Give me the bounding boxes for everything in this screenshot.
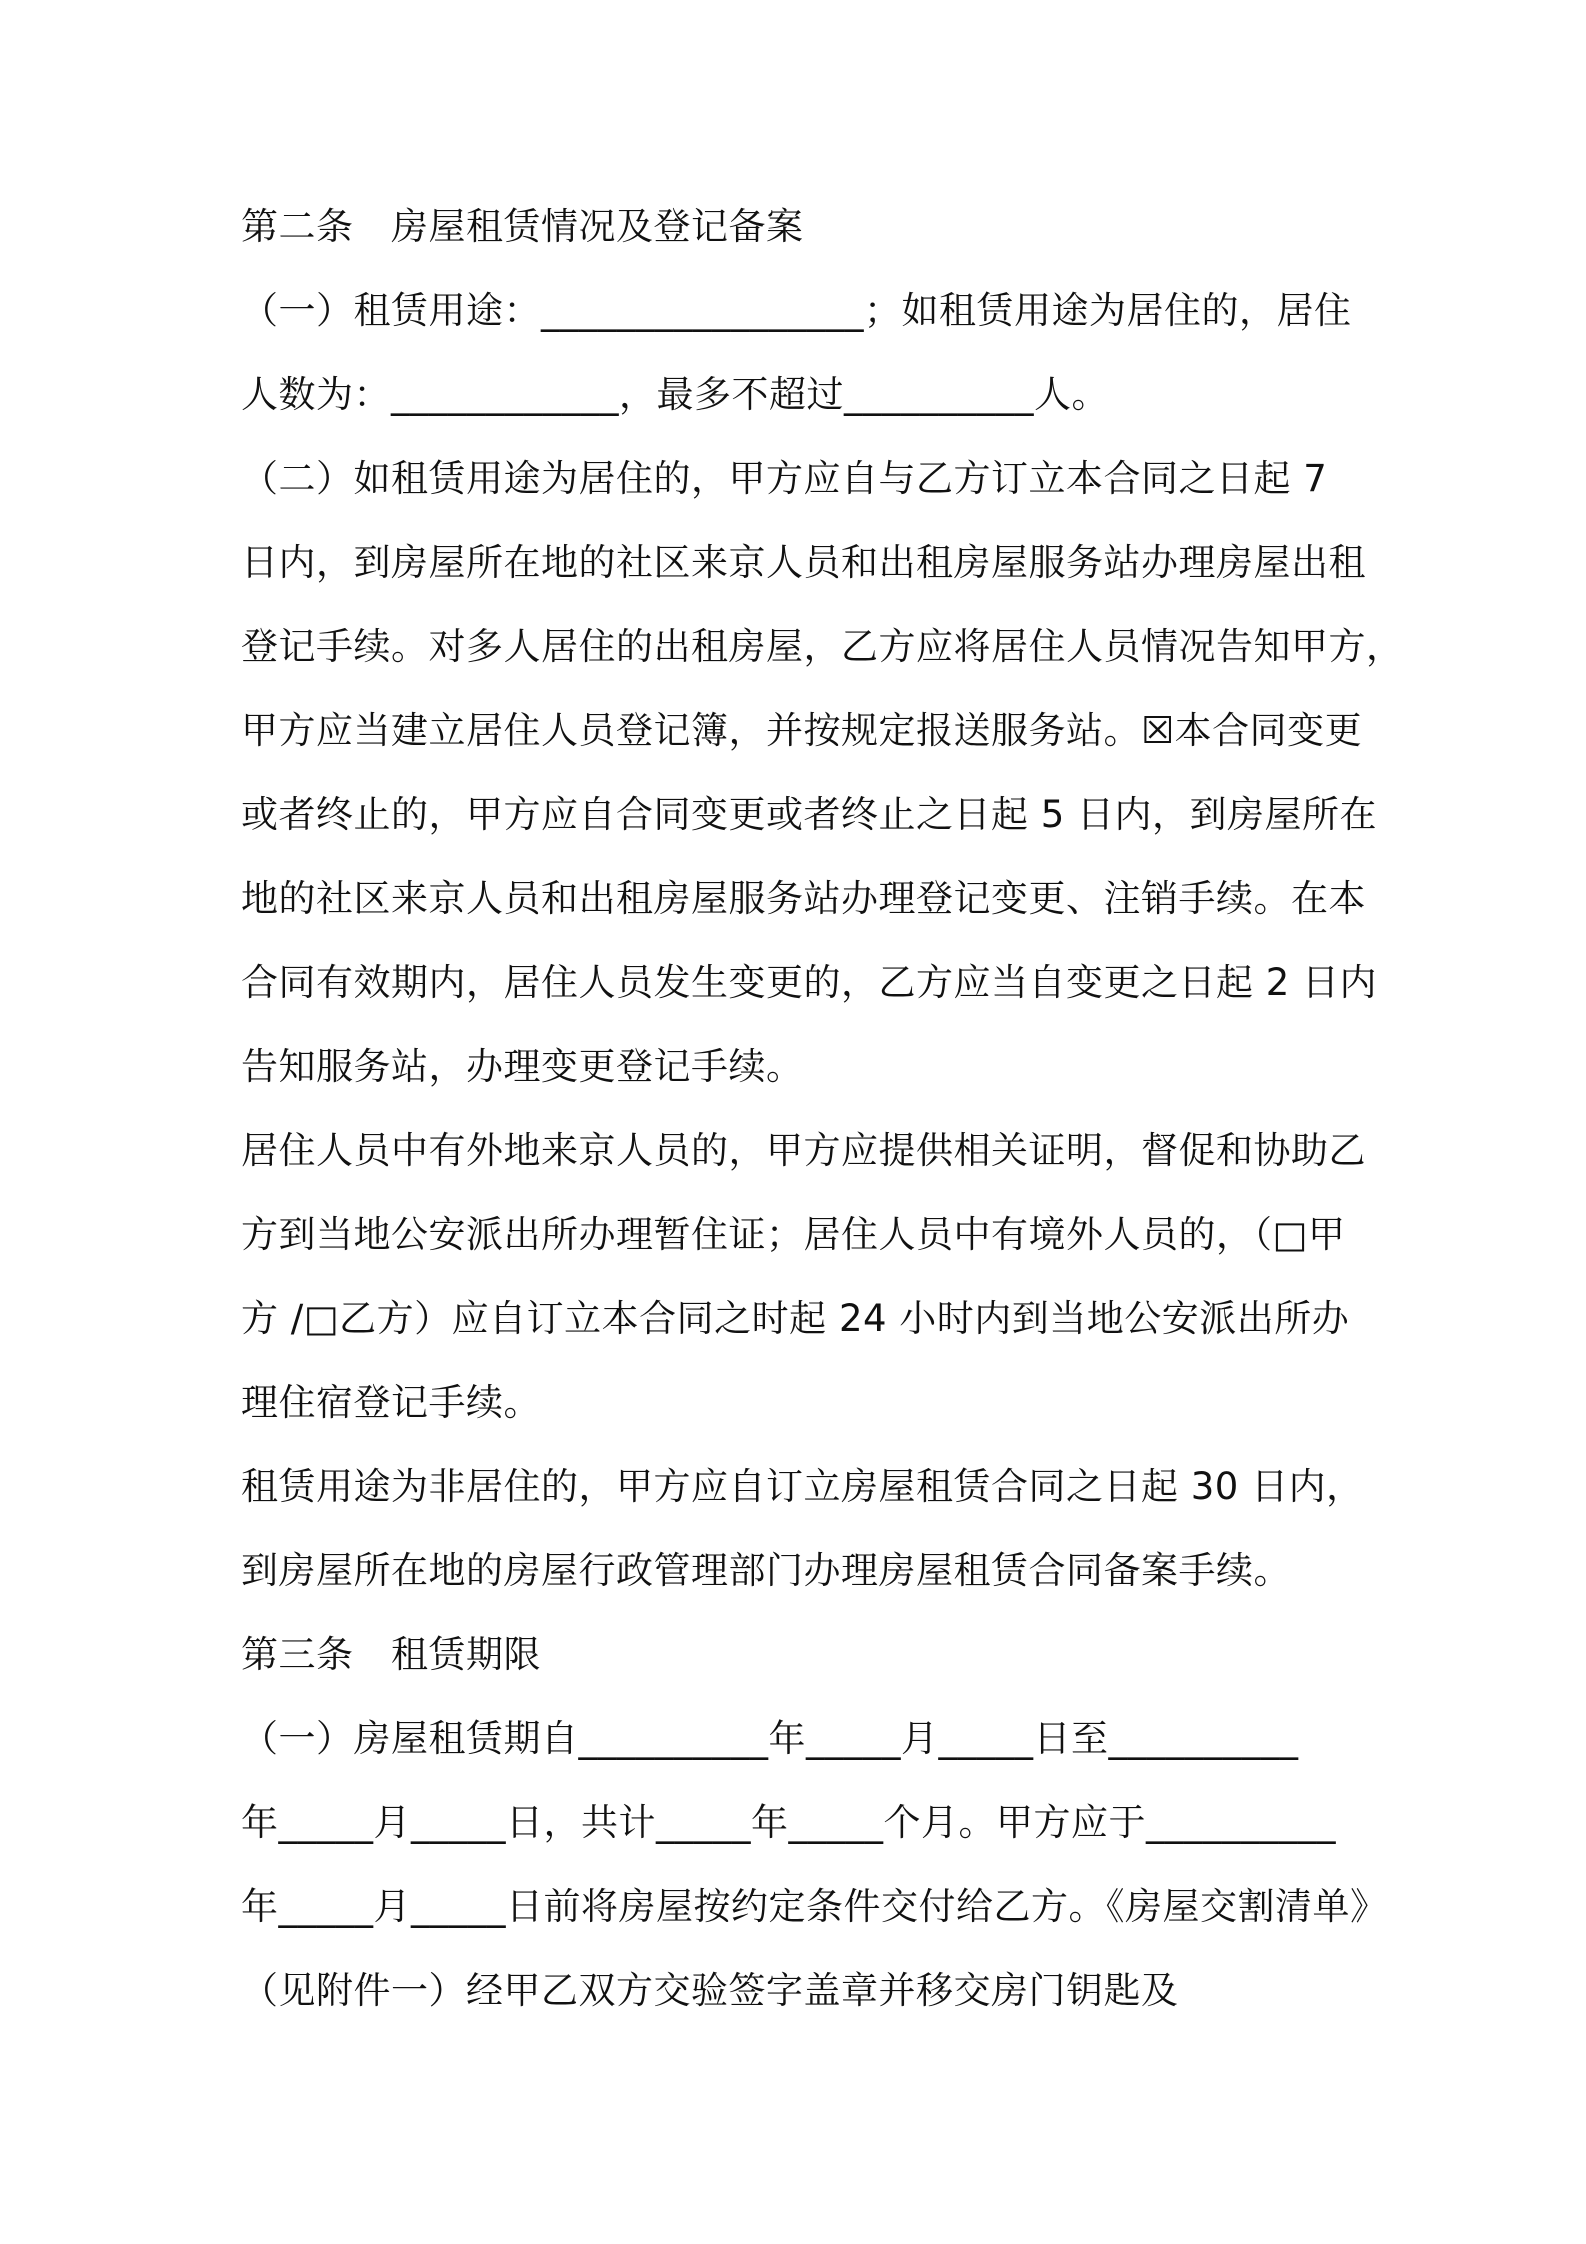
paragraph-line: 方到当地公安派出所办理暂住证；居住人员中有境外人员的，（□甲 <box>241 1213 1346 1256</box>
paragraph-line: 合同有效期内，居住人员发生变更的，乙方应当自变更之日起 2 日内 <box>241 961 1378 1004</box>
paragraph-line: （一）租赁用途：_________________；如租赁用途为居住的，居住 <box>241 289 1352 332</box>
paragraph-line: 日内，到房屋所在地的社区来京人员和出租房屋服务站办理房屋出租 <box>241 541 1366 584</box>
paragraph-line: 甲方应当建立居住人员登记簿，并按规定报送服务站。☒本合同变更 <box>241 709 1363 752</box>
paragraph-line: 年_____月_____日前将房屋按约定条件交付给乙方。《房屋交割清单》 <box>241 1885 1388 1928</box>
paragraph-line: 理住宿登记手续。 <box>241 1381 541 1424</box>
paragraph-line: （见附件一）经甲乙双方交验签字盖章并移交房门钥匙及 <box>241 1969 1179 2012</box>
paragraph-line: 地的社区来京人员和出租房屋服务站办理登记变更、注销手续。在本 <box>241 877 1366 920</box>
paragraph-line: 租赁用途为非居住的，甲方应自订立房屋租赁合同之日起 30 日内， <box>241 1465 1364 1508</box>
paragraph-line: 到房屋所在地的房屋行政管理部门办理房屋租赁合同备案手续。 <box>241 1549 1291 1592</box>
paragraph-line: 告知服务站，办理变更登记手续。 <box>241 1045 804 1088</box>
paragraph-line: 方 /□乙方）应自订立本合同之时起 24 小时内到当地公安派出所办 <box>241 1297 1350 1340</box>
article-2-heading: 第二条 房屋租赁情况及登记备案 <box>241 205 804 248</box>
paragraph-line: 年_____月_____日，共计_____年_____个月。甲方应于__________ <box>241 1801 1336 1844</box>
paragraph-line: 或者终止的，甲方应自合同变更或者终止之日起 5 日内，到房屋所在 <box>241 793 1378 836</box>
article-3-heading: 第三条 租赁期限 <box>241 1633 541 1676</box>
paragraph-line: （二）如租赁用途为居住的，甲方应自与乙方订立本合同之日起 7 <box>241 457 1328 500</box>
paragraph-line: 登记手续。对多人居住的出租房屋，乙方应将居住人员情况告知甲方， <box>241 625 1404 668</box>
paragraph-line: （一）房屋租赁期自__________年_____月_____日至__________ <box>241 1717 1299 1760</box>
paragraph-line: 居住人员中有外地来京人员的，甲方应提供相关证明，督促和协助乙 <box>241 1129 1366 1172</box>
paragraph-line: 人数为：____________，最多不超过__________人。 <box>241 373 1109 416</box>
